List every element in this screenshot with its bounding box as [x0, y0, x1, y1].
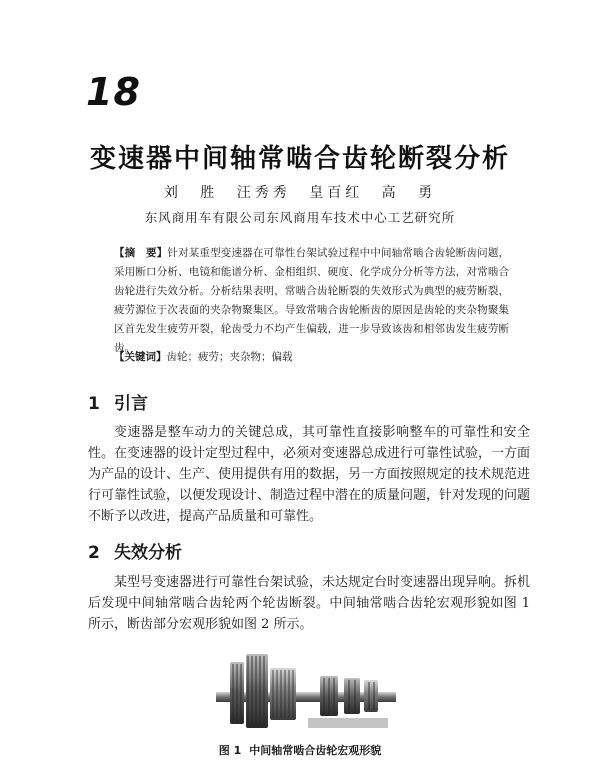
intro-paragraph: 变速器是整车动力的关键总成，其可靠性直接影响整车的可靠性和安全性。在变速器的设计定型过程中，必须对变速器总成进行可靠性试验，一方面为产品的设计、生产、使用提供有用的数据，另一方面按照规定的技术规范进行可靠性试验，以便发现设计、制造过程中潜在的质量问题，针对发现的问题不断予以改进，提高产品质量和可靠性。 — [88, 425, 531, 524]
keywords-label: 【关键词】 — [114, 351, 167, 363]
gear-shaft-illustration — [212, 652, 398, 730]
chapter-number: 18 — [86, 70, 141, 114]
section-title: 失效分析 — [114, 543, 182, 563]
figure-number: 图 1 — [218, 744, 242, 757]
affiliation: 东风商用车有限公司东风商用车技术中心工艺研究所 — [144, 210, 456, 225]
abstract-label: 【摘 要】 — [114, 247, 168, 259]
section-heading-intro — [88, 389, 148, 414]
figure-caption-text: 中间轴常啮合齿轮宏观形貌 — [249, 744, 382, 757]
paper-title: 变速器中间轴常啮合齿轮断裂分析 — [89, 144, 510, 174]
failure-paragraph: 某型号变速器进行可靠性台架试验，未达规定台时变速器出现异响。拆机后发现中间轴常啮合齿轮两个轮齿断裂。中间轴常啮合齿轮宏观形貌如图 1 所示，断齿部分宏观形貌如图 2 所示。 — [88, 575, 531, 632]
section-number: 1 — [88, 394, 100, 414]
keywords-text: 齿轮；疲劳；夹杂物；偏载 — [166, 351, 293, 363]
section-number: 2 — [88, 543, 100, 563]
section-heading-failure — [88, 538, 182, 563]
figure-caption — [0, 742, 600, 758]
keywords — [114, 348, 509, 367]
section-title: 引言 — [114, 394, 148, 414]
authors: 刘 胜 汪秀秀 皇百红 高 勇 — [163, 185, 437, 201]
abstract-text: 针对某重型变速器在可靠性台架试验过程中中间轴常啮合齿轮断齿问题，采用断口分析、电镜和能谱分析、金相组织、硬度、化学成分分析等方法，对常啮合齿轮进行失效分析。分析结果表明，常啮合齿轮断裂的失效形式为典型的疲劳断裂，疲劳源位于次表面的夹杂物聚集区。导致常啮合齿轮断齿的原因是齿轮的夹杂物聚集区首先发生疲劳开裂，轮齿受力不均产生偏载，进一步导致该齿和相邻齿发生疲劳断齿。 — [114, 247, 510, 354]
abstract — [114, 244, 509, 358]
gear-shaft-photo — [212, 652, 398, 730]
